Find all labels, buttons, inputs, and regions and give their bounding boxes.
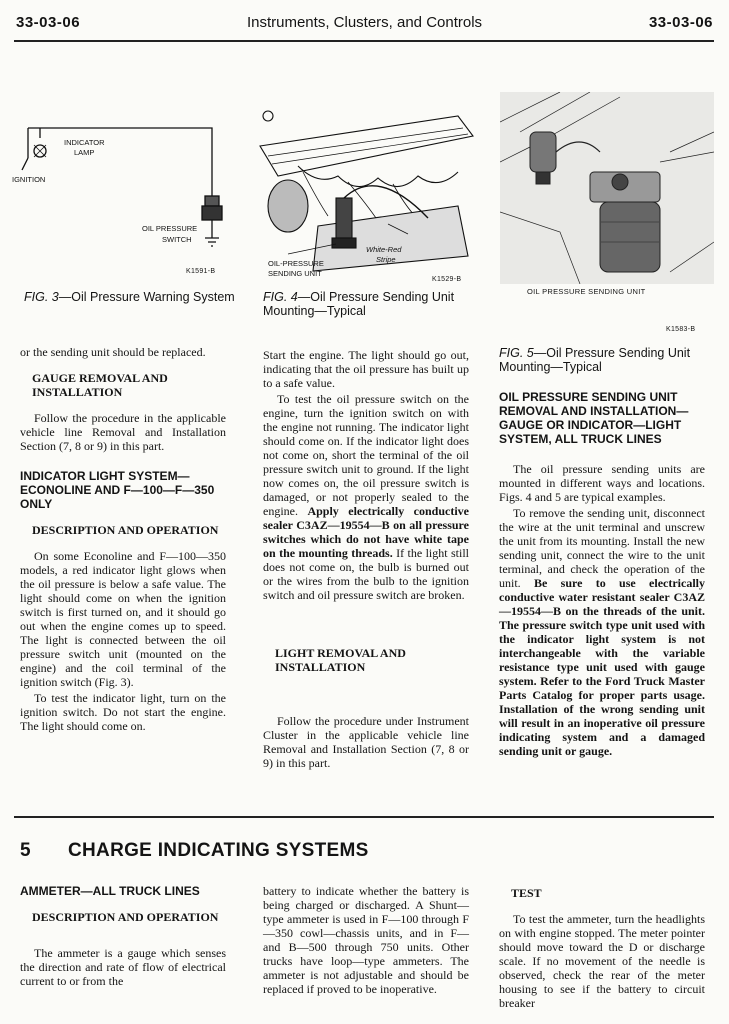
col1-heading-description: DESCRIPTION AND OPERATION xyxy=(32,523,219,537)
page-title: Instruments, Clusters, and Controls xyxy=(246,14,483,31)
fig3-label-oil-pressure: OIL PRESSURE xyxy=(142,224,198,233)
fig4-label-unit-line1: OIL-PRESSURE xyxy=(268,259,324,268)
col1-heading-indicator-light: INDICATOR LIGHT SYSTEM—ECONOLINE AND F—100—F—350 ONLY xyxy=(20,469,215,511)
col2-paragraph-2-bold: Apply electrically conductive sealer C3AZ—19554—B on all pressure switches which do not have white tape on the mounting threads. xyxy=(263,504,469,560)
fig5-code: K1583-B xyxy=(666,326,696,333)
fig5-caption xyxy=(499,346,715,374)
col1-heading-gauge-removal: GAUGE REMOVAL AND INSTALLATION xyxy=(32,371,168,399)
col2-paragraph-1: Start the engine. The light should go out, indicating that the oil pressure has built up to a safe value. xyxy=(263,348,469,390)
bcol1-paragraph-1: The ammeter is a gauge which senses the direction and rate of flow of electrical current to or from the xyxy=(20,946,226,988)
fig3-label-lamp: LAMP xyxy=(74,148,95,157)
fig5-sending-unit-illustration xyxy=(500,92,714,284)
col2-paragraph-3: Follow the procedure under Instrument Cluster in the applicable vehicle line Removal and Installation Section (7, 8 or 9) in this part. xyxy=(263,714,469,770)
bcol1-heading-description: DESCRIPTION AND OPERATION xyxy=(32,910,219,924)
bcol2-paragraph-1: battery to indicate whether the battery is being charged or discharged. A Shunt—type ammeter is used in F—100 through F—350 cowl—chassis units, and in F— and B—500 through 750 units. Other trucks have loop—type ammeters. The ammeter is not adjustable and should be replaced if proved to be inoperative. xyxy=(263,884,469,996)
column-3 xyxy=(499,390,705,760)
page-number-right: 33-03-06 xyxy=(648,14,713,31)
col2-heading-light-removal: LIGHT REMOVAL AND INSTALLATION xyxy=(275,646,406,674)
col3-paragraph-2-text-a: To remove the sending unit, disconnect the wire at the unit terminal and unscrew the unit from its mounting. Install the new sending unit, connect the wire to the unit terminal, and check the operation of the unit. xyxy=(499,506,705,590)
bcol3-paragraph-1: To test the ammeter, turn the headlights on with engine stopped. The meter pointer should move toward the D or discharge scale. If no movement of the needle is observed, check the rear of the meter housing to see if the battery to circuit breaker xyxy=(499,912,705,1010)
fig5-label-sending-unit: OIL PRESSURE SENDING UNIT xyxy=(527,287,646,296)
column-1 xyxy=(20,345,226,735)
col3-paragraph-2-bold: Be sure to use electrically conductive water resistant sealer C3AZ—19554—B on the threads of the unit. The pressure switch type unit used with the indicator light system is not interchangeable with the variable resistance type unit used with gauge system. Refer to the Ford Truck Master Parts Catalog for proper parts usage. Installation of the wrong sending unit will result in an inoperative oil pressure indicating system and a damaged sending unit or gauge. xyxy=(499,576,706,758)
bcol1-heading-ammeter: AMMETER—ALL TRUCK LINES xyxy=(20,884,200,898)
col3-paragraph-2 xyxy=(499,506,705,758)
col2-paragraph-2 xyxy=(263,392,469,602)
fig3-label-ignition: IGNITION xyxy=(12,175,46,184)
fig3-caption xyxy=(24,290,244,304)
fig3-label-switch: SWITCH xyxy=(162,235,192,244)
fig3-label-indicator: INDICATOR xyxy=(64,138,105,147)
fig4-label-stripe-line2: Stripe xyxy=(376,255,396,264)
bcol3-heading-test: TEST xyxy=(511,886,542,900)
fig3-caption-text: —Oil Pressure Warning System xyxy=(58,290,235,304)
fig5-caption-text: —Oil Pressure Sending Unit Mounting—Typical xyxy=(499,346,691,374)
bottom-column-1 xyxy=(20,884,226,990)
fig3-caption-number: FIG. 3 xyxy=(24,290,59,304)
column-2 xyxy=(263,348,469,772)
fig3-wiring-diagram xyxy=(12,118,242,268)
col1-paragraph-1: Follow the procedure in the applicable vehicle line Removal and Installation Section (7, 8 or 9) in this part. xyxy=(20,411,226,453)
bottom-column-2 xyxy=(263,884,469,998)
fig4-engine-illustration xyxy=(258,106,480,282)
fig4-caption-text: —Oil Pressure Sending Unit Mounting—Typical xyxy=(263,290,455,318)
fig4-caption-number: FIG. 4 xyxy=(263,290,298,304)
fig4-code: K1529-B xyxy=(432,276,462,283)
col2-paragraph-2-text-c: If the light still does not come on, the bulb is burned out or the wires from the bulb to the ignition switch and oil pressure switch are broken. xyxy=(263,546,470,602)
col2-paragraph-2-text-a: To test the oil pressure switch on the engine, turn the ignition switch on with the engine not running. The indicator light should come on. If the indicator light does not come on, short the terminal of the oil pressure switch unit to ground. If the light now comes on, the oil pressure switch is damaged, or not properly sealed to the engine. xyxy=(263,392,469,518)
section-title: CHARGE INDICATING SYSTEMS xyxy=(68,840,369,861)
fig3-code: K1591-B xyxy=(186,268,216,275)
section-rule xyxy=(14,816,714,818)
col1-paragraph-3: To test the indicator light, turn on the ignition switch. Do not start the engine. The light should come on. xyxy=(20,691,226,733)
fig4-label-unit-line2: SENDING UNIT xyxy=(268,269,322,278)
col1-paragraph-0: or the sending unit should be replaced. xyxy=(20,345,206,359)
col3-heading-sending-unit: OIL PRESSURE SENDING UNIT REMOVAL AND INSTALLATION— GAUGE OR INDICATOR—LIGHT SYSTEM, ALL TRUCK LINES xyxy=(499,390,689,446)
section-number: 5 xyxy=(20,840,31,861)
fig4-caption xyxy=(263,290,483,318)
bottom-column-3 xyxy=(499,886,705,1012)
fig5-caption-number: FIG. 5 xyxy=(499,346,534,360)
fig4-label-stripe-line1: White-Red xyxy=(366,245,402,254)
col1-paragraph-2: On some Econoline and F—100—350 models, a red indicator light glows when the oil pressure is below a safe value. The light should come on when the ignition switch is first turned on, and it should go out when the engine comes up to speed. The light is connected between the oil pressure switch unit (mounted on the engine) and the coil terminal of the ignition switch (Fig. 3). xyxy=(20,549,226,689)
header-rule xyxy=(14,40,714,42)
col3-paragraph-1: The oil pressure sending units are mounted in different ways and locations. Figs. 4 and 5 are typical examples. xyxy=(499,462,705,504)
page-number-left: 33-03-06 xyxy=(16,14,81,31)
